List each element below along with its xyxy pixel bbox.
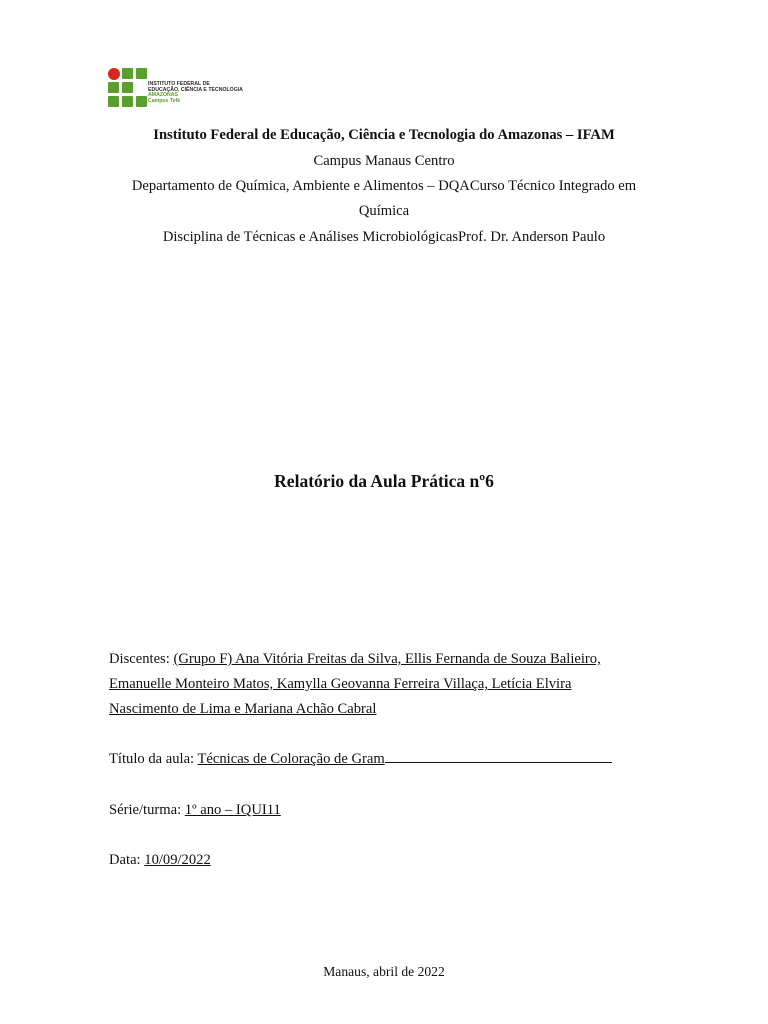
- students-line-3: Nascimento de Lima e Mariana Achão Cabral: [109, 701, 377, 717]
- discipline-line: Disciplina de Técnicas e Análises MicrobiológicasProf. Dr. Anderson Paulo: [162, 229, 606, 245]
- department-line-continuation: Química: [358, 203, 410, 219]
- students-names: (Grupo F) Ana Vitória Freitas da Silva, Ellis Fernanda de Souza Balieiro,: [173, 651, 601, 667]
- lesson-title-field: [109, 750, 612, 768]
- logo-text: INSTITUTO FEDERAL DE EDUCAÇÃO, CIÊNCIA E TECNOLOGIA AMAZONAS Campus Tefé: [148, 81, 243, 104]
- underline-fill: [385, 750, 612, 763]
- campus-name: Campus Manaus Centro: [313, 153, 455, 169]
- lesson-title-label: Título da aula:: [109, 751, 198, 767]
- class-label: Série/turma:: [109, 802, 185, 818]
- report-title: Relatório da Aula Prática nº6: [274, 471, 494, 491]
- students-line-1: [109, 650, 601, 668]
- ifam-logo: [108, 68, 248, 118]
- class-value: 1º ano – IQUI11: [184, 802, 281, 818]
- class-field: [109, 801, 281, 819]
- lesson-title-value: Técnicas de Coloração de Gram: [197, 751, 385, 767]
- department-line: Departamento de Química, Ambiente e Alimentos – DQACurso Técnico Integrado em: [131, 178, 637, 194]
- logo-grid-icon: [108, 68, 148, 108]
- date-value: 10/09/2022: [144, 852, 211, 868]
- students-label: Discentes:: [109, 651, 174, 667]
- logo-red-dot: [108, 68, 120, 80]
- date-label: Data:: [109, 852, 145, 868]
- students-line-2: Emanuelle Monteiro Matos, Kamylla Geovanna Ferreira Villaça, Letícia Elvira: [109, 676, 572, 692]
- date-field: [109, 851, 211, 869]
- footer-place-date: Manaus, abril de 2022: [323, 964, 445, 979]
- institution-name: Instituto Federal de Educação, Ciência e Tecnologia do Amazonas – IFAM: [153, 127, 615, 143]
